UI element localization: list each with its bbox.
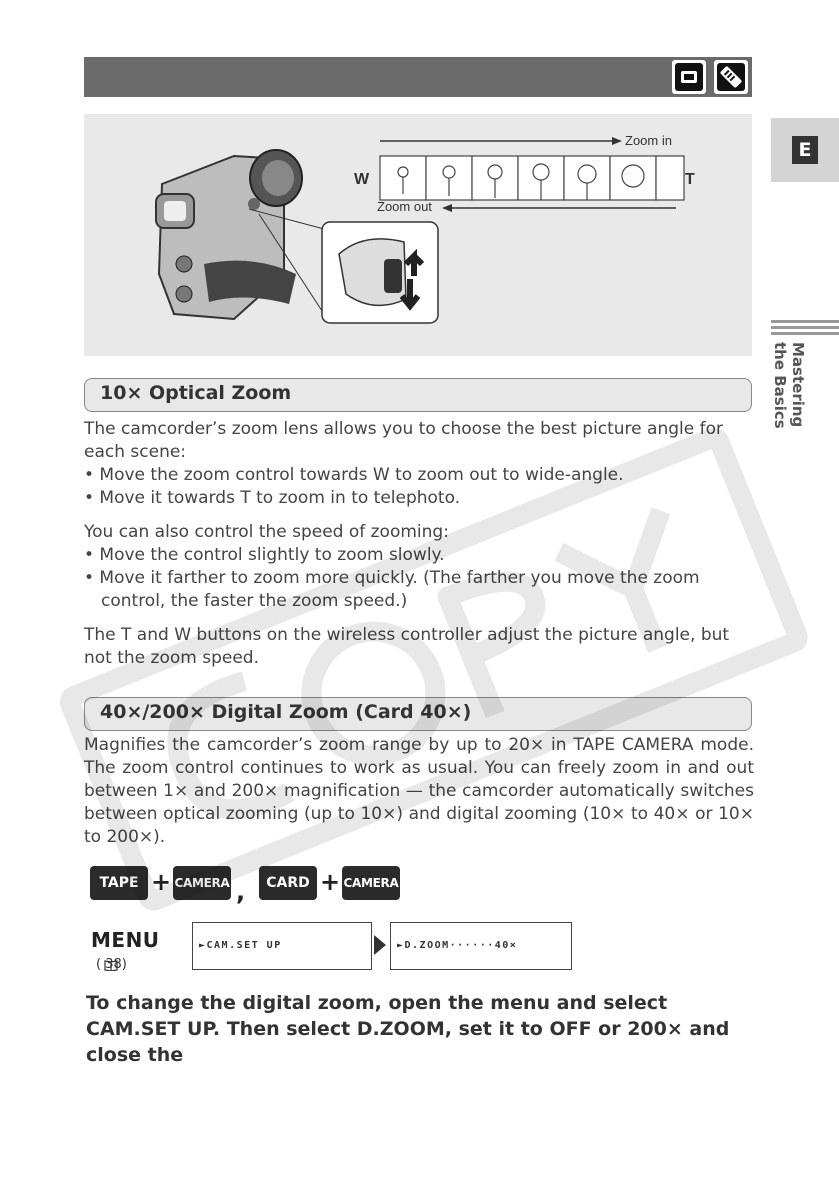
lcd-screen-cam-set-up — [192, 922, 372, 970]
lcd-text: ►D.ZOOM······40× — [397, 940, 518, 951]
zoom-in-label: Zoom in — [625, 133, 672, 148]
tape-mode-button: TAPE — [90, 866, 148, 900]
plus-sign: + — [151, 868, 172, 896]
chapter-label-line2: the Basics — [771, 342, 789, 429]
camcorder-mode-icon — [672, 60, 706, 94]
wireless-controller-note: The T and W buttons on the wireless controller adjust the picture angle, but not the zoom speed. — [84, 625, 730, 668]
tele-label: T — [685, 171, 695, 188]
digital-zoom-heading — [84, 697, 752, 731]
list-item: • Move it farther to zoom more quickly. (The farther you move the zoom control, the faster the zoom speed.) — [84, 568, 700, 611]
chapter-label — [771, 338, 811, 438]
lcd-screen-d-zoom — [390, 922, 572, 970]
camcorder-illustration — [84, 114, 752, 356]
camera-mode-button: CAMERA — [173, 866, 231, 900]
zoom-speed-intro: You can also control the speed of zooming: — [84, 522, 449, 542]
book-icon — [104, 959, 118, 971]
optical-zoom-intro: The camcorder’s zoom lens allows you to choose the best picture angle for each scene: — [84, 419, 723, 462]
optical-zoom-title: 10× Optical Zoom — [100, 382, 292, 404]
menu-label: MENU — [91, 928, 160, 952]
wide-label: W — [354, 171, 370, 188]
zoom-out-label: Zoom out — [377, 199, 432, 214]
language-letter: E — [792, 136, 818, 164]
list-item: • Move the zoom control towards W to zoom out to wide-angle. — [84, 465, 624, 485]
header-bar — [84, 57, 752, 97]
lcd-text: ►CAM.SET UP — [199, 940, 282, 951]
list-item: • Move it towards T to zoom in to telephoto. — [84, 488, 461, 508]
camera-mode-button: CAMERA — [342, 866, 400, 900]
optical-zoom-heading — [84, 378, 752, 412]
zoom-illustration — [84, 114, 752, 356]
remote-control-icon — [714, 60, 748, 94]
digital-zoom-description: Magnifies the camcorder’s zoom range by up to 20× in TAPE CAMERA mode. The zoom control continues to work as usual. You can freely zoom in and out between 1× and 200× magnification — the camcorder automatically switches between optical zooming (up to 10×) and digital zooming (10× to 40× or 10× to 200×). — [84, 735, 754, 847]
list-item: • Move the control slightly to zoom slowly. — [84, 545, 445, 565]
comma-separator: , — [236, 878, 246, 906]
camcorder-icon — [156, 150, 302, 319]
next-step-arrow-icon — [373, 934, 387, 956]
digital-zoom-title: 40×/200× Digital Zoom (Card 40×) — [100, 701, 472, 723]
digital-zoom-instruction: To change the digital zoom, open the menu and select CAM.SET UP. Then select D.ZOOM, set it to OFF or 200× and close the — [86, 992, 730, 1066]
digital-zoom-body — [84, 734, 754, 849]
page-reference: ( 38) — [96, 957, 127, 972]
chapter-label-line1: Mastering — [789, 342, 807, 428]
plus-sign: + — [320, 868, 341, 896]
card-mode-button: CARD — [259, 866, 317, 900]
optical-zoom-body — [84, 418, 754, 670]
